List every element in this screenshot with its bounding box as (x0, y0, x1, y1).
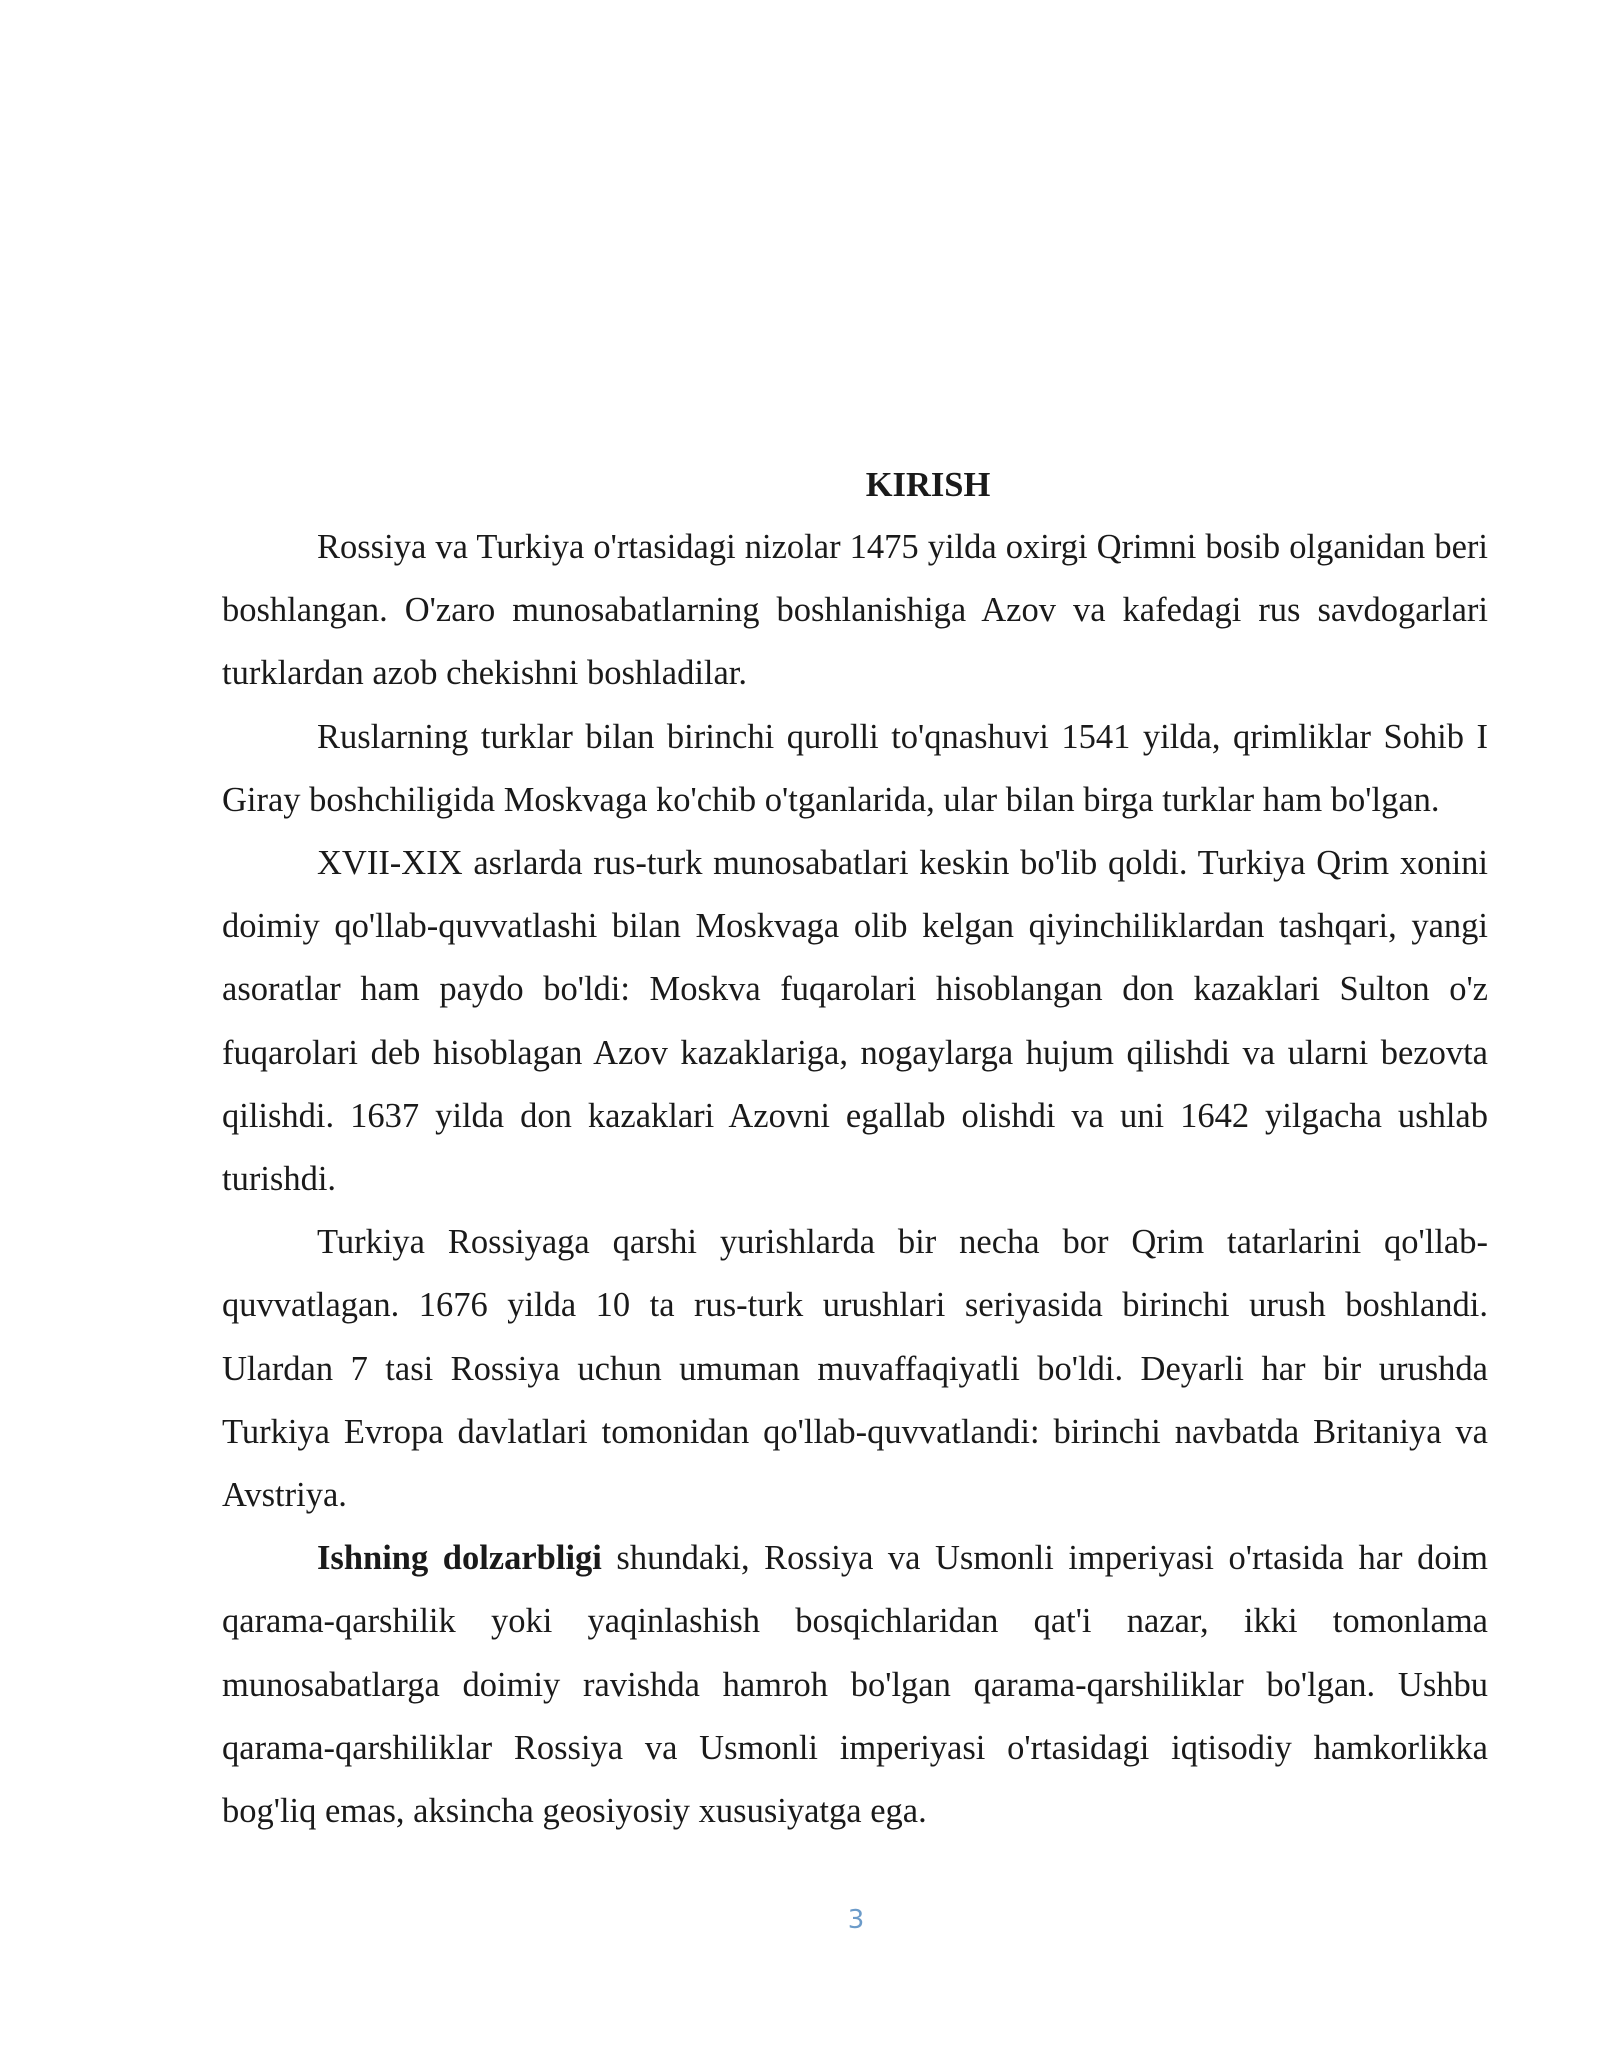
paragraph-1: Rossiya va Turkiya o'rtasidagi nizolar 1475 yilda oxirgi Qrimni bosib olganidan beri boshlangan. O'zaro munosabatlarning boshlanishiga Azov va kafedagi rus savdogarlari turklardan azob chekishni boshladilar. (222, 528, 1488, 693)
section-heading: KIRISH (865, 466, 991, 504)
paragraph-4: Turkiya Rossiyaga qarshi yurishlarda bir necha bor Qrim tatarlarini qo'llab-quvvatlagan. 1676 yilda 10 ta rus-turk urushlari seriyasida birinchi urush boshlandi. Ulardan 7 tasi Rossiya uchun umuman muvaffaqiyatli bo'ldi. Deyarli har bir urushda Turkiya Evropa davlatlari tomonidan qo'llab-quvvatlandi: birinchi navbatda Britaniya va Avstriya. (222, 1223, 1488, 1515)
relevance-body-text: shundaki, Rossiya va Usmonli imperiyasi o'rtasida har doim qarama-qarshilik yoki yaqinlashish bosqichlaridan qat'i nazar, ikki tomonlama munosabatlarga doimiy ravishda hamroh bo'lgan qarama-qarshiliklar bo'lgan. Ushbu qarama-qarshiliklar Rossiya va Usmonli imperiyasi o'rtasidagi iqtisodiy hamkorlikka bog'liq emas, aksincha geosiyosiy xususiyatga ega. (222, 1539, 1488, 1831)
relevance-lead-text: Ishning dolzarbligi (317, 1539, 602, 1578)
page-number: 3 (847, 1905, 865, 1935)
paragraph-5 (222, 1527, 1488, 1843)
page-body (222, 462, 1488, 1843)
paragraph-2: Ruslarning turklar bilan birinchi qurolli to'qnashuvi 1541 yilda, qrimliklar Sohib I Giray boshchiligida Moskvaga ko'chib o'tganlarida, ular bilan birga turklar ham bo'lgan. (222, 717, 1488, 819)
paragraph-3: XVII-XIX asrlarda rus-turk munosabatlari keskin bo'lib qoldi. Turkiya Qrim xonini doimiy qo'llab-quvvatlashi bilan Moskvaga olib kelgan qiyinchiliklardan tashqari, yangi asoratlar ham paydo bo'ldi: Moskva fuqarolari hisoblangan don kazaklari Sulton o'z fuqarolari deb hisoblagan Azov kazaklariga, nogaylarga hujum qilishdi va ularni bezovta qilishdi. 1637 yilda don kazaklari Azovni egallab olishdi va uni 1642 yilgacha ushlab turishdi. (222, 844, 1488, 1199)
